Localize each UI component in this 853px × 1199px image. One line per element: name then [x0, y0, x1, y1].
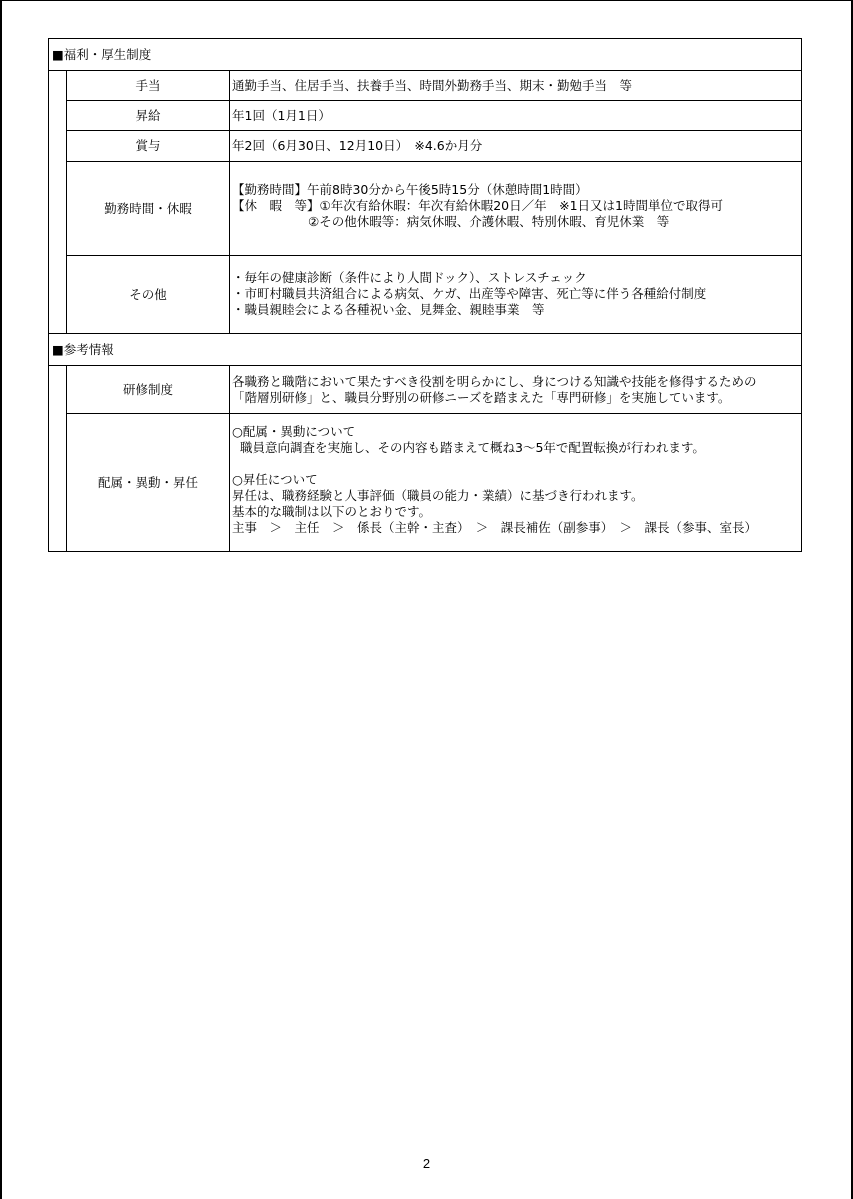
section-header-welfare	[49, 39, 802, 71]
row-value-working-hours: 【勤務時間】午前8時30分から午後5時15分（休憩時間1時間） 【休 暇 等】①年次有給休暇：年次有給休暇20日／年 ※1日又は1時間単位で取得可 ②その他休暇等：病気休暇、介護休暇、特別休暇、育児休業 等	[230, 162, 802, 256]
row-label-working-hours: 勤務時間・休暇	[67, 162, 230, 256]
document-table	[48, 38, 802, 552]
page-border-top	[0, 0, 853, 1]
section-header-reference	[49, 334, 802, 366]
row-label-training: 研修制度	[67, 366, 230, 414]
table-row	[49, 414, 802, 552]
table-row	[49, 366, 802, 414]
row-label-allowance: 手当	[67, 71, 230, 101]
row-label-raise: 昇給	[67, 101, 230, 131]
row-value-training: 各職務と職階において果たすべき役割を明らかにし、身につける知識や技能を修得するための 「階層別研修」と、職員分野別の研修ニーズを踏まえた「専門研修」を実施しています。	[230, 366, 802, 414]
row-value-allowance: 通勤手当、住居手当、扶養手当、時間外勤務手当、期末・勤勉手当 等	[230, 71, 802, 101]
row-label-other: その他	[67, 256, 230, 334]
table-row	[49, 101, 802, 131]
row-value-bonus: 年2回（6月30日、12月10日） ※4.6か月分	[230, 131, 802, 162]
section-title: ■福利・厚生制度	[49, 39, 802, 71]
row-value-other: ・毎年の健康診断（条件により人間ドック）、ストレスチェック ・市町村職員共済組合による病気、ケガ、出産等や障害、死亡等に伴う各種給付制度 ・職員親睦会による各種祝い金、見舞金、親睦事業 等	[230, 256, 802, 334]
table-row	[49, 131, 802, 162]
row-label-bonus: 賞与	[67, 131, 230, 162]
row-value-assignment: ○配属・異動について 職員意向調査を実施し、その内容も踏まえて概ね3～5年で配置転換が行われます。 ○昇任について 昇任は、職務経験と人事評価（職員の能力・業績）に基づき行われます。 基本的な職制は以下のとおりです。 主事 ＞ 主任 ＞ 係長（主幹・主査） ＞ 課長補佐（副参事） ＞ 課長（参事、室長）	[230, 414, 802, 552]
page-number: 2	[422, 1156, 431, 1171]
section-title: ■参考情報	[49, 334, 802, 366]
table-row	[49, 71, 802, 101]
table-row	[49, 256, 802, 334]
row-value-raise: 年1回（1月1日）	[230, 101, 802, 131]
row-label-assignment: 配属・異動・昇任	[67, 414, 230, 552]
table-row	[49, 162, 802, 256]
page-border-left	[0, 0, 2, 1199]
